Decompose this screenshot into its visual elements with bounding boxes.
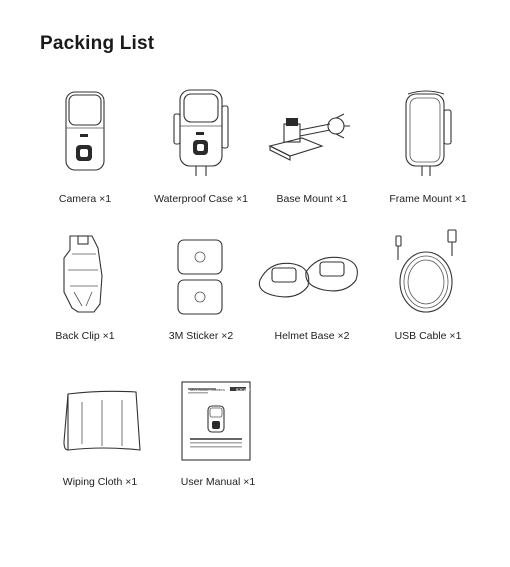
base-mount-icon	[250, 104, 376, 164]
waterproof-case-item	[138, 86, 264, 178]
base-mount-item	[250, 104, 376, 164]
manual-cover-title: Mini Action Camera	[190, 387, 225, 392]
user-manual-icon	[156, 380, 266, 464]
sticker-icon	[138, 238, 264, 318]
wiping-cloth-icon	[42, 380, 152, 460]
sticker-item	[138, 238, 264, 318]
camera-label: Camera ×1	[58, 193, 112, 205]
wiping-cloth-label: Wiping Cloth ×1	[62, 476, 138, 488]
wiping-cloth-item	[34, 380, 160, 460]
back-clip-label: Back Clip ×1	[55, 330, 115, 342]
back-clip-icon	[22, 230, 148, 320]
page-title: Packing List	[40, 33, 155, 54]
usb-cable-item	[364, 226, 490, 322]
helmet-base-item	[250, 250, 376, 306]
back-clip-item	[22, 230, 148, 320]
manual-cover-brand: SJCAM	[236, 387, 251, 392]
frame-mount-item	[364, 86, 490, 178]
frame-mount-icon	[364, 86, 490, 178]
frame-mount-label: Frame Mount ×1	[389, 193, 467, 205]
sticker-label: 3M Sticker ×2	[168, 330, 234, 342]
user-manual-label: User Manual ×1	[180, 476, 256, 488]
base-mount-label: Base Mount ×1	[276, 193, 348, 205]
usb-cable-label: USB Cable ×1	[394, 330, 462, 342]
helmet-base-icon	[250, 250, 376, 306]
helmet-base-label: Helmet Base ×2	[274, 330, 350, 342]
user-manual-item	[156, 380, 266, 464]
usb-cable-icon	[364, 226, 490, 322]
waterproof-case-label: Waterproof Case ×1	[154, 193, 248, 205]
waterproof-case-icon	[138, 86, 264, 178]
camera-icon	[22, 88, 148, 178]
camera-item	[22, 88, 148, 178]
